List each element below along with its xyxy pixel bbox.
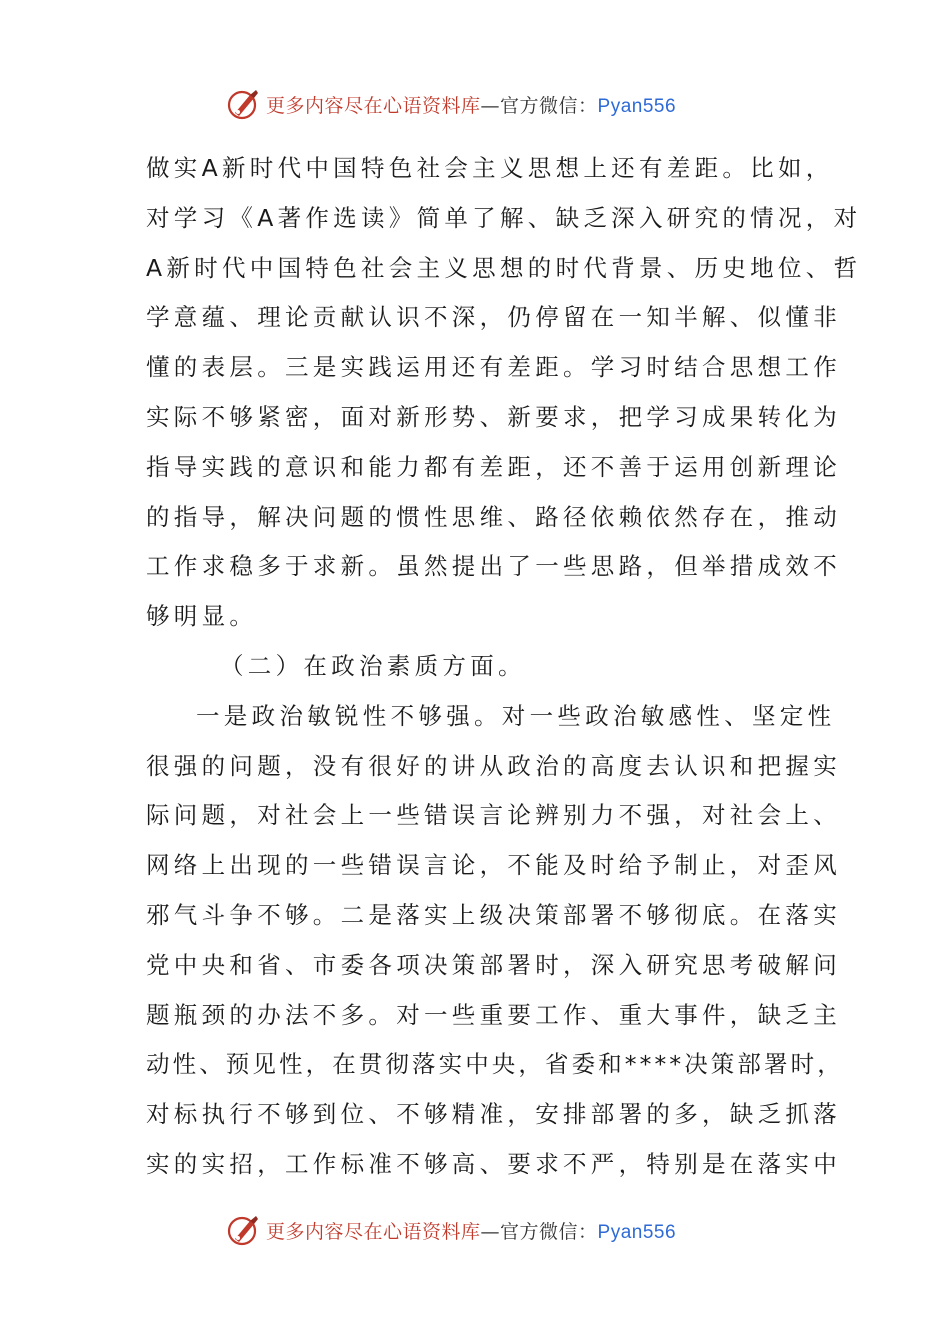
body-line: 动性、预见性，在贯彻落实中央，省委和****决策部署时， — [146, 1050, 844, 1079]
banner-text — [266, 1217, 676, 1244]
body-line: 对标执行不够到位、不够精准，安排部署的多，缺乏抓落 — [146, 1100, 841, 1129]
banner-wechat-id: Pyan556 — [597, 95, 677, 117]
body-line: 指导实践的意识和能力都有差距，还不善于运用创新理论 — [146, 452, 841, 481]
body-line: A新时代中国特色社会主义思想的时代背景、历史地位、哲 — [146, 253, 862, 282]
footer-banner — [226, 1210, 746, 1250]
body-line: 际问题，对社会上一些错误言论辨别力不强，对社会上、 — [146, 801, 841, 830]
banner-wechat-id: Pyan556 — [597, 1221, 677, 1243]
body-line: 网络上出现的一些错误言论，不能及时给予制止，对歪风 — [146, 851, 841, 880]
banner-red-text: 更多内容尽在心语资料库 — [266, 94, 481, 117]
body-line: 很强的问题，没有很好的讲从政治的高度去认识和把握实 — [146, 751, 841, 780]
body-line: 的指导，解决问题的惯性思维、路径依赖依然存在，推动 — [146, 502, 841, 531]
section-heading: （二）在政治素质方面。 — [220, 651, 526, 680]
body-line: 一是政治敏锐性不够强。对一些政治敏感性、坚定性 — [196, 701, 836, 730]
banner-dark-text: 官方微信： — [500, 1220, 598, 1243]
body-line: 对学习《A著作选读》简单了解、缺乏深入研究的情况，对 — [146, 203, 862, 232]
pen-logo-icon — [226, 86, 262, 122]
body-line: 实的实招，工作标准不够高、要求不严，特别是在落实中 — [146, 1149, 841, 1178]
body-line: 够明显。 — [146, 602, 258, 631]
body-line: 工作求稳多于求新。虽然提出了一些思路，但举措成效不 — [146, 552, 841, 581]
banner-dash: — — [480, 1220, 501, 1243]
body-line: 懂的表层。三是实践运用还有差距。学习时结合思想工作 — [146, 353, 841, 382]
body-line: 实际不够紧密，面对新形势、新要求，把学习成果转化为 — [146, 402, 841, 431]
header-banner — [226, 84, 746, 124]
banner-dash: — — [480, 94, 501, 117]
body-line: 邪气斗争不够。二是落实上级决策部署不够彻底。在落实 — [146, 900, 841, 929]
body-line: 做实A新时代中国特色社会主义思想上还有差距。比如， — [146, 154, 834, 182]
body-line: 党中央和省、市委各项决策部署时，深入研究思考破解问 — [146, 950, 841, 979]
banner-text — [266, 91, 676, 118]
document-body — [146, 144, 862, 1190]
body-line: 题瓶颈的办法不多。对一些重要工作、重大事件，缺乏主 — [146, 1000, 841, 1029]
banner-red-text: 更多内容尽在心语资料库 — [266, 1220, 481, 1243]
banner-dark-text: 官方微信： — [500, 94, 598, 117]
pen-logo-icon — [226, 1212, 262, 1248]
body-line: 学意蕴、理论贡献认识不深，仍停留在一知半解、似懂非 — [146, 303, 841, 332]
